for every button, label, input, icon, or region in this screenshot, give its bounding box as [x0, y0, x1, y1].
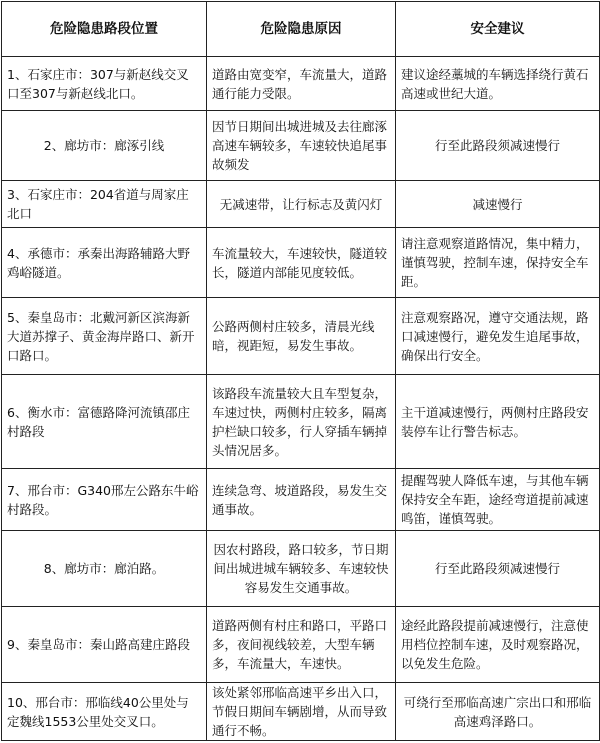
row-cause: 该处紧邻邢临高速平乡出入口，节假日期间车辆剧增，从而导致通行不畅。 — [207, 683, 396, 741]
row-advice: 注意观察路况，遵守交通法规，路口减速慢行，避免发生追尾事故，确保出行安全。 — [396, 298, 600, 375]
row-location: 4、承德市：承秦出海路辅路大野鸡峪隧道。 — [2, 228, 207, 298]
row-cause: 无减速带，让行标志及黄闪灯 — [207, 181, 396, 228]
row-advice: 建议途经藁城的车辆选择绕行黄石高速或世纪大道。 — [396, 57, 600, 111]
row-location: 5、秦皇岛市：北戴河新区滨海新大道苏撑子、黄金海岸路口、新开口路口。 — [2, 298, 207, 375]
row-advice: 行至此路段须减速慢行 — [396, 111, 600, 181]
row-advice: 减速慢行 — [396, 181, 600, 228]
row-advice: 提醒驾驶人降低车速，与其他车辆保持安全车距，途经弯道提前减速鸣笛，谨慎驾驶。 — [396, 469, 600, 531]
table-row — [2, 111, 600, 181]
table-row — [2, 683, 600, 741]
table-row — [2, 181, 600, 228]
row-cause: 该路段车流量较大且车型复杂，车速过快，两侧村庄较多，隔离护栏缺口较多，行人穿插车辆掉头情况居多。 — [207, 375, 396, 469]
row-cause: 道路由宽变窄，车流量大，道路通行能力受限。 — [207, 57, 396, 111]
row-advice: 途经此路段提前减速慢行，注意使用档位控制车速，及时观察路况，以免发生危险。 — [396, 607, 600, 683]
table-row — [2, 57, 600, 111]
row-advice: 主干道减速慢行，两侧村庄路段安装停车让行警告标志。 — [396, 375, 600, 469]
row-cause: 连续急弯、坡道路段，易发生交通事故。 — [207, 469, 396, 531]
row-cause: 因节日期间出城进城及去往廊涿高速车辆较多，车速较快追尾事故频发 — [207, 111, 396, 181]
row-location: 2、廊坊市：廊涿引线 — [2, 111, 207, 181]
row-cause: 车流量较大，车速较快，隧道较长，隧道内部能见度较低。 — [207, 228, 396, 298]
row-location: 10、邢台市：邢临线40公里处与定魏线1553公里处交叉口。 — [2, 683, 207, 741]
row-cause: 道路两侧有村庄和路口，平路口多，夜间视线较差，大型车辆多，车流量大，车速快。 — [207, 607, 396, 683]
header-location: 危险隐患路段位置 — [2, 2, 207, 57]
row-cause: 公路两侧村庄较多，清晨光线暗，视距短，易发生事故。 — [207, 298, 396, 375]
row-location: 1、石家庄市：307与新赵线交叉口至307与新赵线北口。 — [2, 57, 207, 111]
table-row — [2, 375, 600, 469]
header-advice: 安全建议 — [396, 2, 600, 57]
row-location: 8、廊坊市：廊泊路。 — [2, 531, 207, 607]
row-cause: 因农村路段，路口较多，节日期间出城进城车辆较多、车速较快容易发生交通事故。 — [207, 531, 396, 607]
row-advice: 行至此路段须减速慢行 — [396, 531, 600, 607]
hazard-road-table — [1, 1, 600, 741]
table-row — [2, 607, 600, 683]
row-advice: 可绕行至邢临高速广宗出口和邢临高速鸡泽路口。 — [396, 683, 600, 741]
table-row — [2, 228, 600, 298]
table-header-row — [2, 2, 600, 57]
row-advice: 请注意观察道路情况，集中精力，谨慎驾驶，控制车速，保持安全车距。 — [396, 228, 600, 298]
header-cause: 危险隐患原因 — [207, 2, 396, 57]
table-row — [2, 531, 600, 607]
table-row — [2, 469, 600, 531]
table-row — [2, 298, 600, 375]
row-location: 6、衡水市：富德路降河流镇邵庄村路段 — [2, 375, 207, 469]
row-location: 3、石家庄市：204省道与周家庄北口 — [2, 181, 207, 228]
row-location: 7、邢台市：G340邢左公路东牛峪村路段。 — [2, 469, 207, 531]
row-location: 9、秦皇岛市：秦山路高建庄路段 — [2, 607, 207, 683]
